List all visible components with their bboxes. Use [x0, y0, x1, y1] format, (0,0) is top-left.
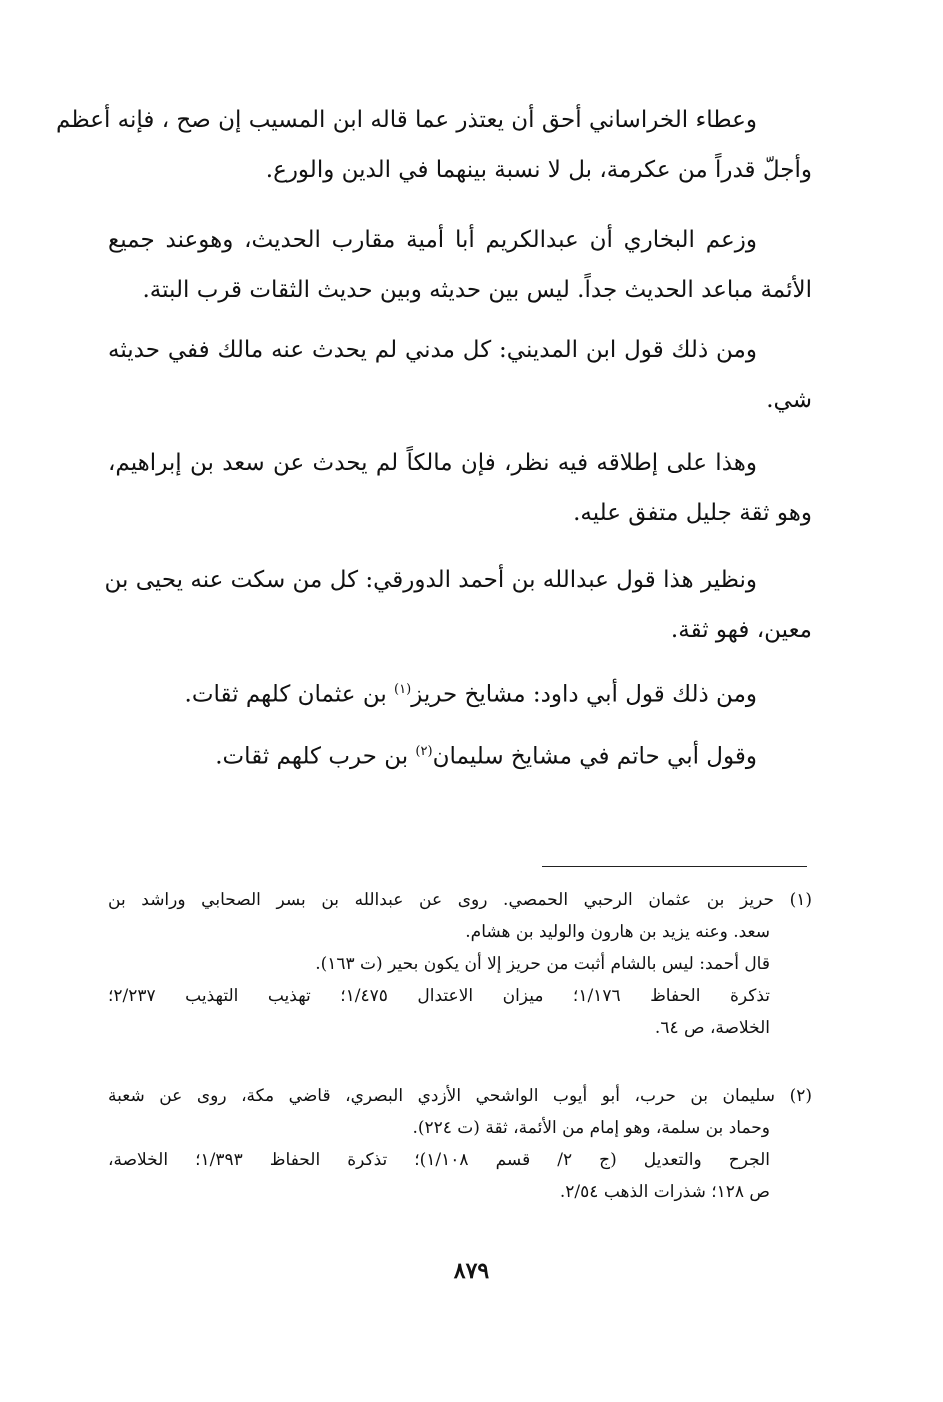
paragraph-text: ومن ذلك قول أبي داود: مشايخ حريز — [411, 681, 757, 708]
paragraph-text: بن حرب كلهم ثقات. — [215, 743, 416, 770]
footnote-line: قال أحمد: ليس بالشام أثبت من حريز إلا أن يكون بحير (ت ١٦٣). — [315, 954, 770, 974]
paragraph-text: وقول أبي حاتم في مشايخ سليمان — [432, 743, 757, 770]
paragraph-line — [108, 727, 812, 782]
page-number: ٨٧٩ — [453, 1258, 490, 1284]
paragraph-line: ونظير هذا قول عبدالله بن أحمد الدورقي: كل من سكت عنه يحيى بن — [104, 567, 757, 593]
footnote-line: الخلاصة، ص ٦٤. — [654, 1018, 770, 1038]
paragraph-6 — [108, 665, 812, 720]
paragraph-line: الأئمة مباعد الحديث جداً. ليس بين حديثه وبين حديث الثقات قرب البتة. — [142, 277, 812, 303]
footnote-reference[interactable]: (٢) — [415, 744, 433, 759]
paragraph-line: وهذا على إطلاقه فيه نظر، فإن مالكاً لم يحدث عن سعد بن إبراهيم، — [108, 450, 757, 476]
paragraph-2 — [108, 215, 812, 315]
footnote-number: (٢) — [789, 1086, 813, 1106]
paragraph-line: شي. — [766, 387, 812, 413]
footnote-1 — [108, 884, 812, 1044]
footnote-separator — [542, 866, 807, 867]
footnote-line: سعد. وعنه يزيد بن هارون والوليد بن هشام. — [465, 922, 770, 942]
footnote-line: الجرح والتعديل (ج ٢/ قسم ١/١٠٨)؛ تذكرة الحفاظ ١/٣٩٣؛ الخلاصة، — [108, 1150, 770, 1170]
footnote-line: وحماد بن سلمة، وهو إمام من الأئمة، ثقة (ت ٢٢٤). — [412, 1118, 770, 1138]
paragraph-text: بن عثمان كلهم ثقات. — [184, 681, 395, 708]
footnote-reference[interactable]: (١) — [394, 682, 412, 697]
footnote-first-line — [108, 884, 812, 916]
footnote-text: سليمان بن حرب، أبو أيوب الواشحي الأزدي البصري، قاضي مكة، روى عن شعبة — [108, 1086, 776, 1106]
paragraph-5 — [104, 555, 812, 655]
footnote-text: حريز بن عثمان الرحبي الحمصي. روى عن عبدالله بن بسر الصحابي وراشد بن — [108, 890, 774, 910]
paragraph-1 — [56, 95, 812, 195]
footnote-line: ص ١٢٨؛ شذرات الذهب ٢/٥٤. — [559, 1182, 770, 1202]
paragraph-3 — [108, 325, 812, 425]
paragraph-7 — [108, 727, 812, 782]
footnote-2 — [108, 1080, 812, 1208]
paragraph-line: وأجلّ قدراً من عكرمة، بل لا نسبة بينهما في الدين والورع. — [265, 157, 812, 183]
paragraph-line: ومن ذلك قول ابن المديني: كل مدني لم يحدث عنه مالك ففي حديثه — [108, 337, 757, 363]
paragraph-line — [108, 665, 812, 720]
paragraph-line: معين، فهو ثقة. — [670, 617, 812, 643]
paragraph-4 — [108, 438, 812, 538]
footnote-first-line — [108, 1080, 812, 1112]
paragraph-line: وهو ثقة جليل متفق عليه. — [573, 500, 812, 526]
footnote-number: (١) — [789, 890, 813, 910]
paragraph-line: وزعم البخاري أن عبدالكريم أبا أمية مقارب الحديث، وهوعند جميع — [108, 227, 757, 253]
footnote-line: تذكرة الحفاظ ١/١٧٦؛ ميزان الاعتدال ١/٤٧٥؛ تهذيب التهذيب ٢/٢٣٧؛ — [108, 986, 770, 1006]
paragraph-line: وعطاء الخراساني أحق أن يعتذر عما قاله ابن المسيب إن صح ، فإنه أعظم — [56, 107, 757, 133]
